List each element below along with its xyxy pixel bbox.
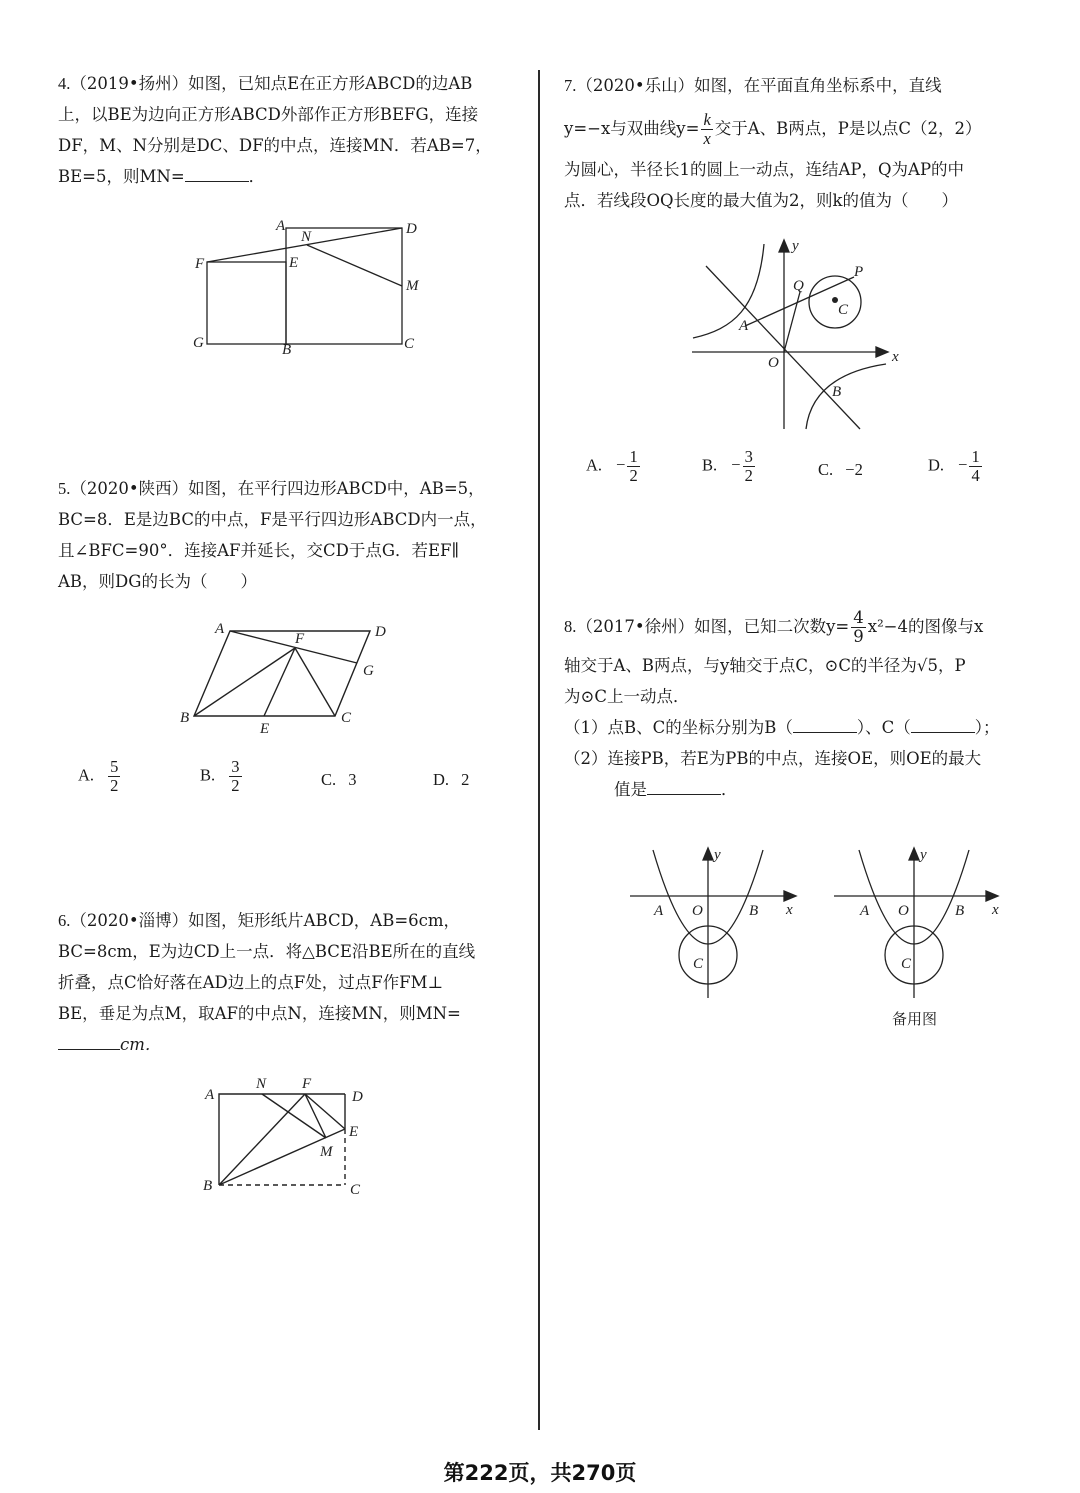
problem-4 xyxy=(58,68,523,192)
figure-parabola-main xyxy=(628,842,803,1002)
denominator: 2 xyxy=(744,466,753,485)
problem-text: BC=8cm，E为边CD上一点．将△BCE沿BE所在的直线 xyxy=(58,942,476,961)
point-label: F xyxy=(295,631,305,647)
problem-number: 4. xyxy=(58,74,71,93)
problem-text: 为圆心，半径长1的圆上一动点，连结AP，Q为AP的中 xyxy=(564,160,965,179)
problem-source: （2019•扬州） xyxy=(70,74,189,93)
point-label: G xyxy=(193,335,204,351)
problem-text: （2）连接PB，若E为PB的中点，连接OE，则OE的最大 xyxy=(564,749,982,768)
figure-hyperbola-circle xyxy=(688,234,903,434)
problem-text: AB，则DG的长为（ ） xyxy=(58,572,257,591)
axis-label: y xyxy=(714,847,721,863)
answer-blank[interactable] xyxy=(647,794,721,795)
choice-sign: − xyxy=(958,455,968,475)
problem-text: 上，以BE为边向正方形ABCD外部作正方形BEFG，连接 xyxy=(58,105,479,124)
problem-text: 如图，矩形纸片ABCD，AB=6cm， xyxy=(188,911,461,930)
problem-text: ． xyxy=(721,780,738,799)
numerator: 3 xyxy=(744,447,753,466)
problem-number: 7. xyxy=(564,76,577,95)
denominator: 2 xyxy=(110,776,119,795)
problem-source: （2020•淄博） xyxy=(70,911,189,930)
point-label: M xyxy=(406,278,419,294)
choice-c[interactable] xyxy=(818,460,863,480)
denominator: 9 xyxy=(853,627,864,646)
point-label: E xyxy=(260,721,270,737)
fraction xyxy=(743,448,755,485)
point-label: M xyxy=(320,1144,333,1160)
column-divider xyxy=(538,70,540,1430)
problem-text: ）； xyxy=(974,718,1000,737)
point-label: P xyxy=(854,264,864,280)
problem-text: 如图，在平行四边形ABCD中，AB=5， xyxy=(188,479,485,498)
axis-label: x xyxy=(992,902,999,918)
choice-letter: C. xyxy=(818,460,834,479)
point-label: D xyxy=(406,221,417,237)
choice-b[interactable] xyxy=(702,448,757,485)
denominator: 2 xyxy=(231,776,240,795)
problem-text: cm． xyxy=(120,1035,162,1054)
fraction xyxy=(108,758,120,795)
problem-text: ． xyxy=(248,167,266,186)
choice-letter: B. xyxy=(702,455,718,475)
point-label: D xyxy=(352,1089,363,1105)
point-label: E xyxy=(289,255,299,271)
figure-parallelogram xyxy=(175,615,405,740)
choice-d[interactable] xyxy=(433,770,469,790)
point-label: B xyxy=(749,903,759,919)
axis-label: y xyxy=(920,847,927,863)
point-label: A xyxy=(276,218,286,234)
problem-text: BE=5，则MN= xyxy=(58,167,185,186)
problem-source: （2020•陕西） xyxy=(70,479,189,498)
point-label: A xyxy=(739,318,749,334)
numerator: k xyxy=(703,110,711,129)
problem-7 xyxy=(564,70,1044,216)
choice-value: 3 xyxy=(348,770,357,789)
problem-8 xyxy=(564,609,1044,805)
point-label: O xyxy=(768,355,779,371)
problem-source: （2020•乐山） xyxy=(576,76,695,95)
figure-square-diagram xyxy=(188,212,428,362)
point-label: A xyxy=(215,621,225,637)
point-label: O xyxy=(692,903,703,919)
point-label: B xyxy=(203,1178,213,1194)
problem-text: 如图，已知点E在正方形ABCD的边AB xyxy=(188,74,473,93)
problem-number: 6. xyxy=(58,911,71,930)
choice-b[interactable] xyxy=(200,758,244,795)
point-label: G xyxy=(363,663,374,679)
problem-source: （2017•徐州） xyxy=(576,617,695,636)
choice-c[interactable] xyxy=(321,770,357,790)
answer-blank[interactable] xyxy=(911,732,975,733)
problem-text: BC=8．E是边BC的中点，F是平行四边形ABCD内一点， xyxy=(58,510,487,529)
problem-number: 5. xyxy=(58,479,71,498)
page-footer: 第222页，共270页 xyxy=(443,1461,637,1485)
choice-letter: A. xyxy=(78,765,95,785)
point-label: C xyxy=(404,336,415,352)
answer-blank[interactable] xyxy=(185,181,249,182)
point-label: C xyxy=(341,710,352,726)
problem-text: y=−x与双曲线y= xyxy=(564,119,700,138)
problem-text: DF，M、N分别是DC、DF的中点，连接MN．若AB=7， xyxy=(58,136,492,155)
problem-text: ）、C（ xyxy=(856,718,911,737)
problem-text: 为⊙C上一动点． xyxy=(564,687,690,706)
problem-5 xyxy=(58,473,523,597)
answer-blank[interactable] xyxy=(58,1049,120,1050)
choices-problem-5 xyxy=(78,758,518,808)
spare-figure-caption: 备用图 xyxy=(892,1010,938,1028)
choice-sign: − xyxy=(731,455,741,475)
problem-6 xyxy=(58,905,523,1060)
point-label: C xyxy=(350,1182,361,1198)
choice-letter: B. xyxy=(200,765,216,785)
problem-text: 值是 xyxy=(614,780,647,799)
choice-value: −2 xyxy=(845,460,863,479)
point-label: E xyxy=(349,1124,359,1140)
point-label: O xyxy=(898,903,909,919)
problem-text: 交于A、B两点，P是以点C（2，2） xyxy=(714,119,982,138)
numerator: 5 xyxy=(110,757,119,776)
choice-a[interactable] xyxy=(586,448,642,485)
answer-blank[interactable] xyxy=(793,732,857,733)
figure-parabola-spare xyxy=(832,842,1012,1002)
problem-text: （1）点B、C的坐标分别为B（ xyxy=(564,718,793,737)
point-label: B xyxy=(282,342,292,358)
choice-letter: D. xyxy=(433,770,450,789)
choice-letter: A. xyxy=(586,455,603,475)
problem-text: 且∠BFC=90°．连接AF并延长，交CD于点G．若EF∥ xyxy=(58,541,460,560)
point-label: A xyxy=(205,1087,215,1103)
problem-text: 点．若线段OQ长度的最大值为2，则k的值为（ ） xyxy=(564,191,959,210)
choice-sign: − xyxy=(616,455,626,475)
fraction xyxy=(701,111,712,148)
problem-text: 如图，已知二次数y= xyxy=(694,617,850,636)
choice-value: 2 xyxy=(461,770,470,789)
point-label: N xyxy=(301,229,312,245)
denominator: x xyxy=(703,129,711,148)
axis-label: x xyxy=(786,902,793,918)
numerator: 4 xyxy=(853,608,864,627)
point-label: D xyxy=(375,624,386,640)
axis-label: x xyxy=(892,349,899,365)
problem-text: BE，垂足为点M，取AF的中点N，连接MN，则MN= xyxy=(58,1004,461,1023)
problem-text: 折叠，点C恰好落在AD边上的点F处，过点F作FM⊥ xyxy=(58,973,444,992)
point-label: F xyxy=(195,256,205,272)
denominator: 2 xyxy=(629,466,638,485)
point-label: B xyxy=(832,384,842,400)
choice-letter: C. xyxy=(321,770,337,789)
choices-problem-7 xyxy=(586,448,1036,498)
fraction xyxy=(229,758,241,795)
numerator: 1 xyxy=(971,447,980,466)
choice-d[interactable] xyxy=(928,448,984,485)
choice-letter: D. xyxy=(928,455,945,475)
point-label: B xyxy=(955,903,965,919)
point-label: C xyxy=(901,956,912,972)
axis-label: y xyxy=(792,238,799,254)
numerator: 3 xyxy=(231,757,240,776)
point-label: A xyxy=(860,903,870,919)
point-label: N xyxy=(256,1076,267,1092)
problem-text: x²−4的图像与x xyxy=(867,617,984,636)
numerator: 1 xyxy=(629,447,638,466)
problem-text: 如图，在平面直角坐标系中，直线 xyxy=(694,76,942,95)
problem-number: 8. xyxy=(564,617,577,636)
fraction xyxy=(627,448,639,485)
point-label: F xyxy=(302,1076,312,1092)
point-label: C xyxy=(838,302,849,318)
point-label: B xyxy=(180,710,190,726)
choice-a[interactable] xyxy=(78,758,122,795)
point-label: Q xyxy=(793,278,804,294)
denominator: 4 xyxy=(971,466,980,485)
fraction xyxy=(851,609,866,646)
problem-text: 轴交于A、B两点，与y轴交于点C，⊙C的半径为√5，P xyxy=(564,656,966,675)
figure-rectangle-fold xyxy=(195,1072,375,1202)
point-label: A xyxy=(654,903,664,919)
point-label: C xyxy=(693,956,704,972)
fraction xyxy=(969,448,981,485)
